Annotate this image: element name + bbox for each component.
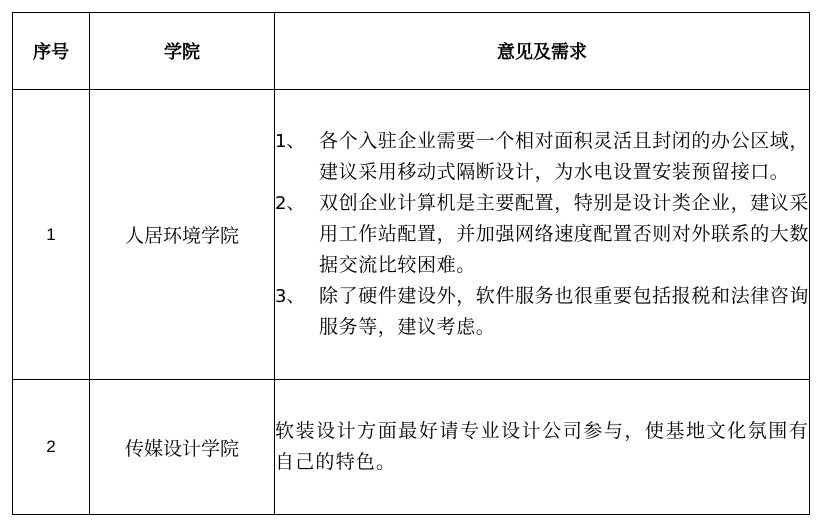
opinion-text: 软装设计方面最好请专业设计公司参与，使基地文化氛围有自己的特色。: [275, 420, 809, 473]
list-item: [275, 126, 809, 188]
item-number: 1、: [275, 131, 305, 152]
row-number: 1: [13, 90, 90, 380]
school-name: 人居环境学院: [90, 90, 275, 380]
header-no: 序号: [13, 13, 90, 90]
header-row: [13, 13, 810, 90]
item-number: 2、: [275, 193, 305, 214]
list-item: [275, 188, 809, 281]
opinion-list: [275, 126, 809, 343]
school-name: 传媒设计学院: [90, 380, 275, 515]
header-opinion: 意见及需求: [275, 13, 810, 90]
row-number: 2: [13, 380, 90, 515]
item-text: 除了硬件建设外，软件服务也很重要包括报税和法律咨询服务等，建议考虑。: [319, 285, 810, 338]
opinion-cell: [275, 90, 810, 380]
header-school: 学院: [90, 13, 275, 90]
list-item: [275, 281, 809, 343]
item-number: 3、: [275, 286, 305, 307]
table-row: [13, 380, 810, 515]
item-text: 双创企业计算机是主要配置，特别是设计类企业，建议采用工作站配置，并加强网络速度配置否则对外联系的大数据交流比较困难。: [319, 192, 810, 276]
opinion-cell: [275, 380, 810, 515]
item-text: 各个入驻企业需要一个相对面积灵活且封闭的办公区域，建议采用移动式隔断设计，为水电设置安装预留接口。: [319, 130, 810, 183]
feedback-table: [12, 12, 810, 515]
table-row: [13, 90, 810, 380]
